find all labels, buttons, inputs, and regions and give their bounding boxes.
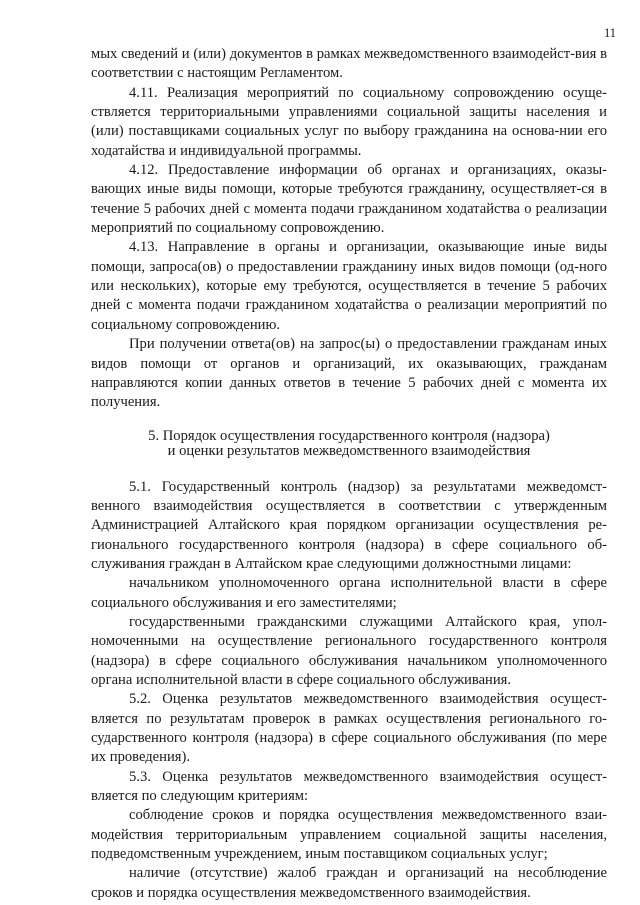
paragraph-5-3: 5.3. Оценка результатов межведомственного взаимодействия осущест-вляется по следующим критериям: (91, 768, 607, 805)
section-heading-line-2: и оценки результатов межведомственного взаимодействия (167, 443, 531, 460)
paragraph-4-13: 4.13. Направление в органы и организации, оказывающие иные виды помощи, запроса(ов) о предоставлении гражданину иных видов помощи (од-ного или нескольких), которые ему требуются, осуществляется в течение 5 рабочих дней с момента подачи гражданином ходатайства о реализации мероприятий по социальному сопровождению. (91, 239, 607, 333)
paragraph-5-1: 5.1. Государственный контроль (надзор) за результатами межведомст-венного взаимодействия осуществляется в соответствии с утвержденным Администрацией Алтайского края порядком организации осуществления ре-гионального государственного контроля (надзора) в сфере социального об-служивания граждан в Алтайском крае следующими должностными лицами: (91, 478, 607, 572)
paragraph-5-2: 5.2. Оценка результатов межведомственного взаимодействия осущест-вляется по результатам проверок в рамках осуществления регионального го-сударственного контроля (надзора) в сфере социального обслуживания (по мере их проведения). (91, 691, 607, 766)
section-heading-line-1: 5. Порядок осуществления государственного контроля (надзора) (148, 427, 550, 444)
criterion-complaints: наличие (отсутствие) жалоб граждан и организаций на несоблюдение сроков и порядка осуществления межведомственного взаимодействия. (91, 865, 607, 901)
list-item-officials-civil-servants: государственными гражданскими служащими Алтайского края, упол-номоченными на осуществление регионального государственного контроля (надзора) в сфере социального обслуживания начальником уполномоченного органа исполнительной власти в сфере социального обслуживания. (91, 613, 607, 688)
paragraph-4-11: 4.11. Реализация мероприятий по социальному сопровождению осуще-ствляется территориальными управлениями социальной защиты населения и (или) поставщиками социальных услуг по выбору гражданина на основа-нии его ходатайства и индивидуальной программы. (91, 84, 607, 159)
paragraph-4-12: 4.12. Предоставление информации об органах и организациях, оказы-вающих иные виды помощи, которые требуются гражданину, осуществляет-ся в течение 5 рабочих дней с момента подачи гражданином ходатайства о реализации мероприятий по социальному сопровождению. (91, 162, 607, 237)
page-number: 11 (603, 26, 616, 40)
paragraph-continuation: мых сведений и (или) документов в рамках межведомственного взаимодейст-вия в соответствии с настоящим Регламентом. (91, 46, 607, 82)
list-item-officials-head: начальником уполномоченного органа исполнительной власти в сфере социального обслуживания и его заместителями; (91, 575, 607, 611)
document-body (91, 45, 607, 903)
paragraph-responses: При получении ответа(ов) на запрос(ы) о предоставлении гражданам иных видов помощи от органов и организаций, их оказывающих, гражданам направляются копии данных ответов в течение 5 рабочих дней с момента их получения. (91, 336, 607, 411)
section-5-heading (91, 429, 607, 460)
criterion-deadlines: соблюдение сроков и порядка осуществления межведомственного взаи-модействия территориальным управлением социальной защиты населения, подведомственным учреждением, иным поставщиком социальных услуг; (91, 807, 607, 863)
